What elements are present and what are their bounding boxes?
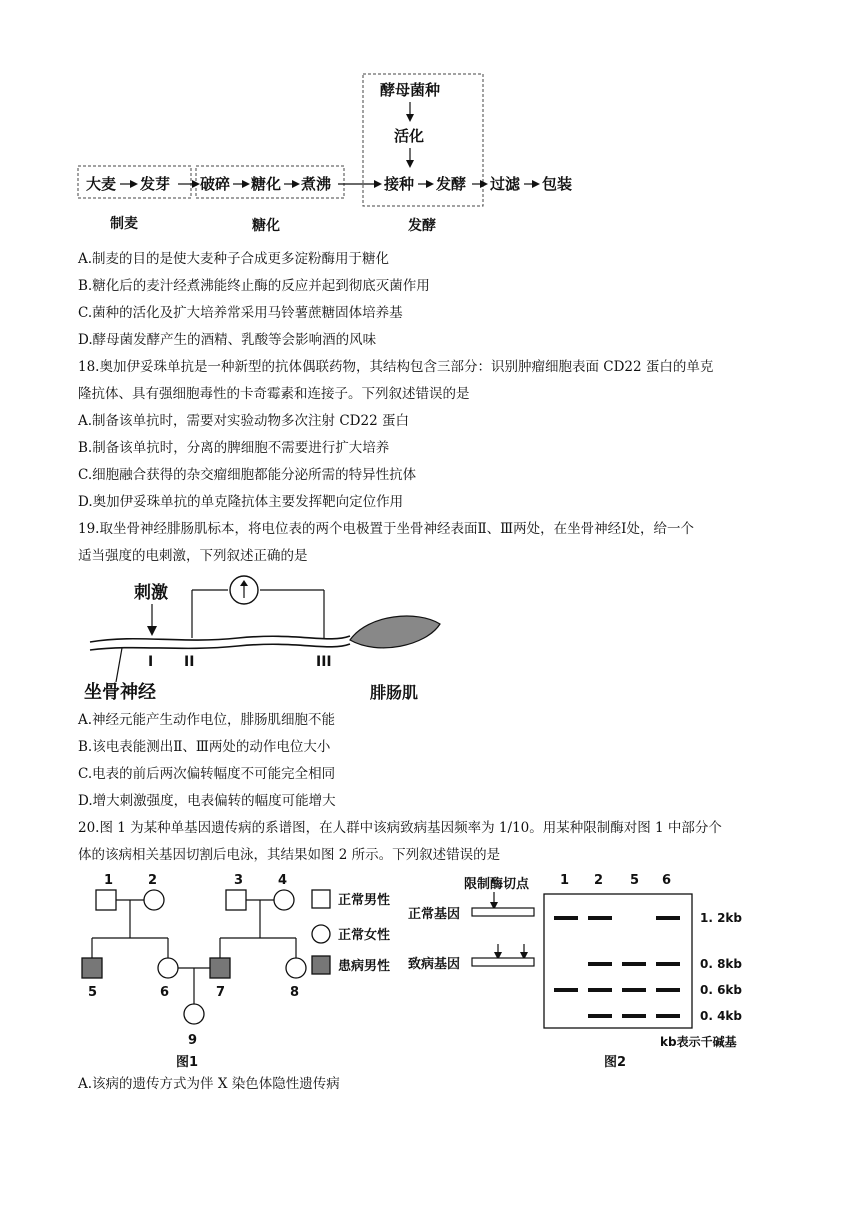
nerve-muscle-diagram [78,574,448,706]
figure-2-label: 图2 [604,1055,627,1070]
q17-option-b: B.糖化后的麦汁经煮沸能终止酶的反应并起到彻底灭菌作用 [78,278,430,294]
disease-gene-bar [472,958,534,966]
q19-option-a: A.神经元能产生动作电位，腓肠肌细胞不能 [78,712,336,728]
legend-affected-male: 患病男性 [338,959,391,974]
q19-option-b: B.该电表能测出Ⅱ、Ⅲ两处的动作电位大小 [78,739,331,755]
lane-label-2: 2 [594,873,604,888]
q19-option-d: D.增大刺激强度，电表偏转的幅度可能增大 [78,793,336,809]
restriction-site-label: 限制酶切点 [464,877,530,892]
size-0.8kb: 0. 8kb [700,957,743,971]
q18-option-c: C.细胞融合获得的杂交瘤细胞都能分泌所需的特异性抗体 [78,467,417,483]
ped-label-1: 1 [104,873,114,888]
gastrocnemius-label: 腓肠肌 [370,683,419,702]
q18-stem-line1: 18.奥加伊妥珠单抗是一种新型的抗体偶联药物，其结构包含三部分：识别肿瘤细胞表面 CD22 蛋白的单克 [78,359,714,375]
lane-label-5: 5 [630,873,640,888]
figure-1-label: 图1 [176,1055,199,1070]
ped-label-2: 2 [148,873,158,888]
q20-option-a: A.该病的遗传方式为伴 X 染色体隐性遗传病 [78,1076,340,1092]
brewing-process-diagram [76,70,616,240]
inoculate-label: 接种 [384,175,415,193]
individual-7 [210,958,230,978]
ferment-label: 发酵 [436,175,467,193]
individual-2 [144,890,164,910]
saccharification-stage-label: 糖化 [252,218,280,234]
saccharify-label: 糖化 [251,175,282,193]
individual-8 [286,958,306,978]
individual-6 [158,958,178,978]
size-0.6kb: 0. 6kb [700,983,743,997]
point-I-label: I [148,654,154,670]
fermentation-stage-label: 发酵 [408,218,436,234]
point-III-label: III [316,654,332,670]
electrophoresis-figure [404,868,756,1070]
crush-label: 破碎 [200,175,231,193]
gel-frame [544,894,692,1028]
barley-label: 大麦 [86,175,117,193]
boil-label: 煮沸 [301,175,332,193]
activate-label: 活化 [394,127,425,145]
ped-label-3: 3 [234,873,244,888]
filter-label: 过滤 [490,175,521,193]
q18-option-a: A.制备该单抗时，需要对实验动物多次注射 CD22 蛋白 [78,413,409,429]
ped-label-7: 7 [216,985,226,1000]
q20-stem-line2: 体的该病相关基因切割后电泳，其结果如图 2 所示。下列叙述错误的是 [78,847,501,863]
germinate-label: 发芽 [140,175,171,193]
q18-stem-line2: 隆抗体、具有强细胞毒性的卡奇霉素和连接子。下列叙述错误的是 [78,386,470,402]
q19-option-c: C.电表的前后两次偏转幅度不可能完全相同 [78,766,336,782]
q18-option-d: D.奥加伊妥珠单抗的单克隆抗体主要发挥靶向定位作用 [78,494,404,510]
yeast-strain-label: 酵母菌种 [380,81,441,99]
normal-gene-bar [472,908,534,916]
pedigree-figure [76,868,406,1070]
ped-label-5: 5 [88,985,98,1000]
package-label: 包装 [542,175,573,193]
legend-normal-female: 正常女性 [338,928,391,943]
individual-5 [82,958,102,978]
individual-1 [96,890,116,910]
q19-stem-line2: 适当强度的电刺激，下列叙述正确的是 [78,548,308,564]
ped-label-4: 4 [278,873,288,888]
ped-label-6: 6 [160,985,170,1000]
lane-label-1: 1 [560,873,570,888]
lane-label-6: 6 [662,873,672,888]
ped-label-8: 8 [290,985,300,1000]
q19-stem-line1: 19.取坐骨神经腓肠肌标本，将电位表的两个电极置于坐骨神经表面Ⅱ、Ⅲ两处，在坐骨神经Ⅰ处，给一个 [78,521,694,537]
malting-stage-label: 制麦 [110,216,138,232]
individual-4 [274,890,294,910]
sciatic-nerve-label: 坐骨神经 [84,682,156,703]
q17-option-d: D.酵母菌发酵产生的酒精、乳酸等会影响酒的风味 [78,332,377,348]
legend-normal-male: 正常男性 [338,893,391,908]
ped-label-9: 9 [188,1033,198,1048]
stimulus-label: 刺激 [134,583,168,603]
size-0.4kb: 0. 4kb [700,1009,743,1023]
individual-3 [226,890,246,910]
q17-option-c: C.菌种的活化及扩大培养常采用马铃薯蔗糖固体培养基 [78,305,403,321]
normal-gene-label: 正常基因 [408,907,461,922]
q17-option-a: A.制麦的目的是使大麦种子合成更多淀粉酶用于糖化 [78,251,390,267]
kb-note: kb表示千碱基 [660,1035,737,1049]
disease-gene-label: 致病基因 [408,957,461,972]
q20-stem-line1: 20.图 1 为某种单基因遗传病的系谱图，在人群中该病致病基因频率为 1/10。用某种限制酶对图 1 中部分个 [78,820,722,836]
point-II-label: II [184,654,195,670]
size-1.2kb: 1. 2kb [700,911,743,925]
q18-option-b: B.制备该单抗时，分离的脾细胞不需要进行扩大培养 [78,440,390,456]
individual-9 [184,1004,204,1024]
